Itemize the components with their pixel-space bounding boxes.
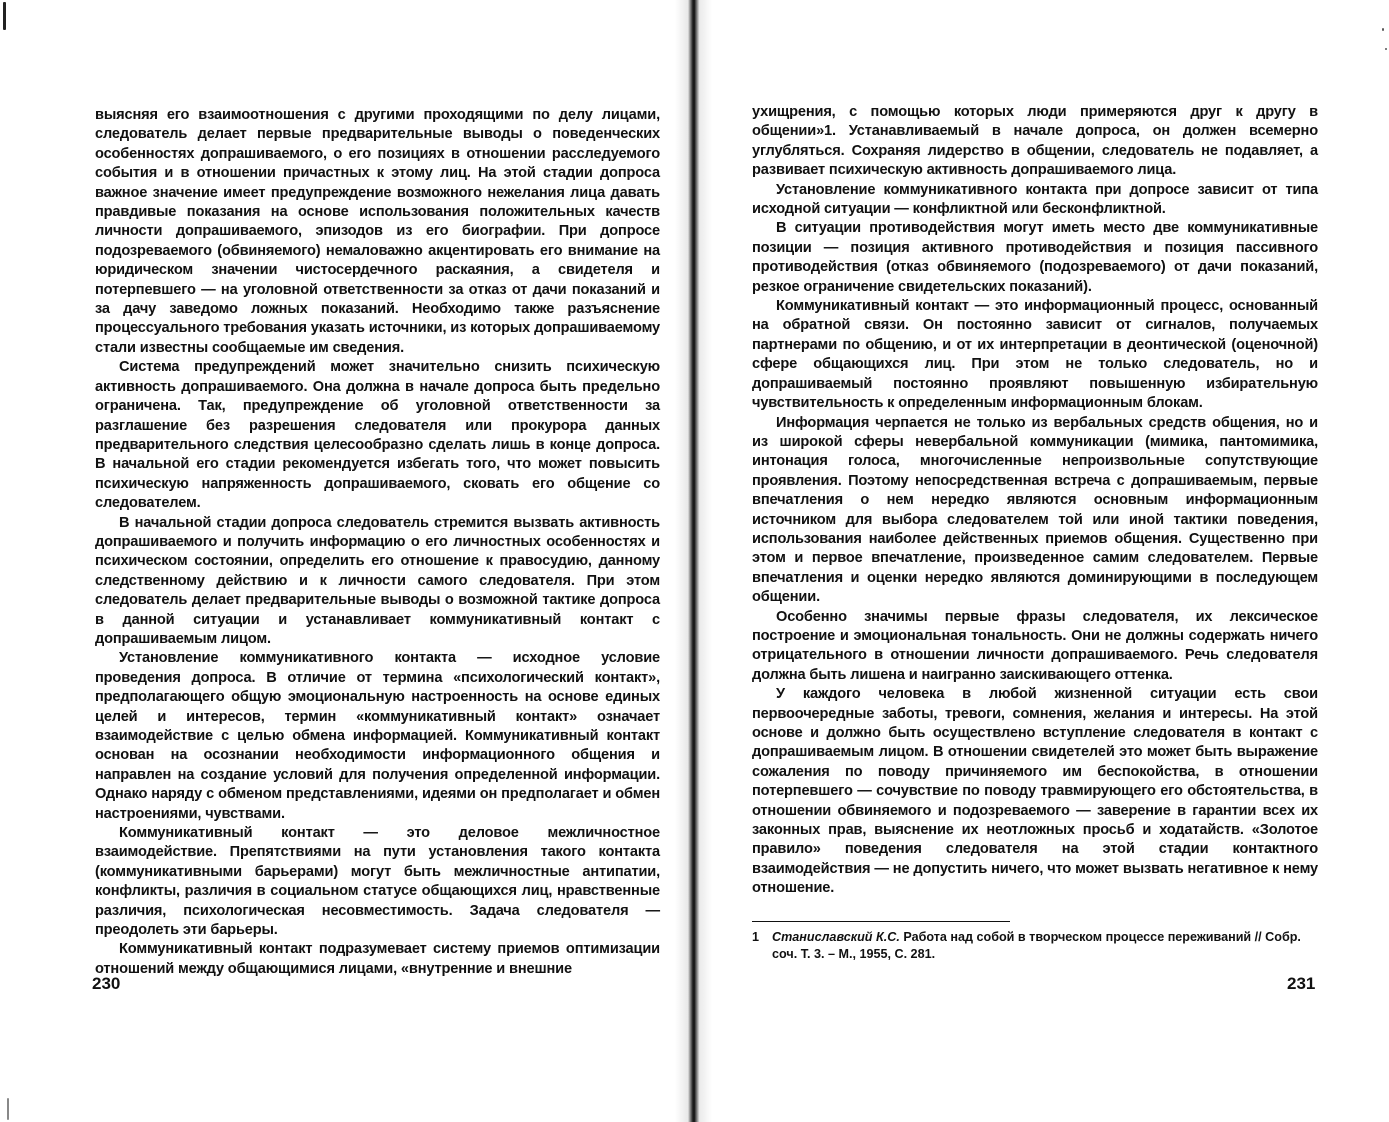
paragraph: Установление коммуникативного контакта — исходное условие проведения допроса. В отличие от термина «психологический контакт», предполагающего общую эмоциональную настроенность на основе единых целей и интересов, термин «коммуникативный контакт» означает взаимодействие с целью обмена информацией. Коммуникативный контакт основан на осознании необходимости информационного общения и направлен на создание условий для получения определенной информации. Однако наряду с обменом представлениями, идеями он предполагает и обмен настроениями, чувствами. <box>95 650 660 822</box>
page-number: 230 <box>92 974 121 993</box>
paragraph: В ситуации противодействия могут иметь место две коммуникативные позиции — позиция активного противодействия и позиция пассивного противодействия (отказ обвиняемого (подозреваемого) от дачи показаний, резкое ограничение свидетельских показаний). <box>752 220 1318 295</box>
paragraph: Информация черпается не только из вербальных средств общения, но и из широкой сферы невербальной коммуникации (мимика, пантомимика, интонация голоса, многочисленные непроизвольные сопутствующие проявления. Поэтому непосредственная встреча с допрашиваемым, первые впечатления о нем нередко являются основным информационным источником для выбора следователем той или иной тактики поведения, использования наиболее действенных приемов общения. Существенно при этом и первое впечатление, произведенное самим следователем. Первые впечатления и оценки нередко являются доминирующими в последующем общении. <box>752 414 1318 606</box>
left-page <box>0 0 675 1122</box>
footnote-number: 1 <box>752 930 760 944</box>
scan-speck <box>1385 48 1387 50</box>
paragraph: Установление коммуникативного контакта при допросе зависит от типа исходной ситуации — конфликтной или бесконфликтной. <box>752 181 1318 218</box>
paragraph: выясняя его взаимоотношения с другими проходящими по делу лицами, следователь делает первые предварительные выводы о поведенческих особенностях допрашиваемого, о его позициях в отношении расследуемого события и в отношении причастных к этому лиц. На этой стадии допроса важное значение имеет предупреждение возможного нежелания лица давать правдивые показания на основе использования положительных качеств личности допрашиваемого, эпизодов из его биографии. При допросе подозреваемого (обвиняемого) немаловажно акцентировать его внимание на юридическом значении чистосердечного раскаяния, а свидетеля и потерпевшего — на уголовной ответственности за отказ от дачи показаний и за дачу заведомо ложных показаний. Необходимо также разъяснение процессуального требования указать источники, из которых допрашиваемому стали известны сообщаемые им сведения. <box>95 107 660 356</box>
right-page-body <box>752 103 1318 899</box>
footnote-text-wrap <box>772 929 1318 963</box>
paragraph: ухищрения, с помощью которых люди примеряются друг к другу в общении»1. Устанавливаемый в начале допроса, он должен всемерно углубляться. Сохраняя лидерство в общении, следователь не подавляет, а развивает психическую активность допрашиваемого лица. <box>752 104 1318 179</box>
footnote <box>752 929 1318 963</box>
footnote-rule <box>752 921 1010 922</box>
right-page <box>712 0 1389 1122</box>
scan-speck <box>1382 28 1384 31</box>
paragraph: Коммуникативный контакт — это деловое межличностное взаимодействие. Препятствиями на пути установления такого контакта (коммуникативными барьерами) могут быть межличностные антипатии, конфликты, различия в социальном статусе общающихся лиц, нравственные различия, психологическая несовместимость. Задача следователя — преодолеть эти барьеры. <box>95 825 660 939</box>
left-page-body <box>95 106 660 979</box>
footnote-text: Работа над собой в творческом процессе переживаний // Собр. соч. Т. 3. – М., 1955, С. 281. <box>772 930 1301 961</box>
paragraph: Особенно значимы первые фразы следователя, их лексическое построение и эмоциональная тональность. Они не должны содержать ничего отрицательного в отношении личности допрашиваемого. Речь следователя должна быть лишена и наигранно заискивающего оттенка. <box>752 608 1318 683</box>
paragraph: У каждого человека в любой жизненной ситуации есть свои первоочередные заботы, тревоги, сомнения, желания и интересы. На этой основе и должно быть осуществлено вступление следователя в контакт с допрашиваемым лицом. В отношении свидетелей это может быть выражение сожаления по поводу причиняемого им беспокойства, в отношении потерпевшего — сочувствие по поводу травмирующего его обстоятельства, в отношении обвиняемого и подозреваемого — заверение в гарантии всех их законных прав, выяснение их неотложных просьб и ходатайств. «Золотое правило» поведения следователя на этой стадии контактного взаимодействия — не допустить ничего, что может вызвать негативное к нему отношение. <box>752 686 1318 897</box>
scan-speck <box>3 2 6 30</box>
book-spine-shadow <box>675 0 712 1122</box>
paragraph: Система предупреждений может значительно снизить психическую активность допрашиваемого. Она должна в начале допроса быть предельно ограничена. Так, предупреждение об уголовной ответственности за разглашение без разрешения следователя или прокурора данных предварительного следствия целесообразно сделать лишь в конце допроса. В начальной его стадии рекомендуется избегать того, что может повысить психическую напряженность допрашиваемого, сковать его общение со следователем. <box>95 359 660 512</box>
scan-speck <box>7 1098 9 1120</box>
paragraph: Коммуникативный контакт — это информационный процесс, основанный на обратной связи. Он постоянно зависит от сигналов, получаемых партнерами по общению, и от их интерпретации в деонтической (оценочной) сфере общающихся лиц. При этом не только следователь, но и допрашиваемый постоянно проявляют повышенную избирательную чувствительность к определенным информационным блокам. <box>752 298 1318 412</box>
paragraph: В начальной стадии допроса следователь стремится вызвать активность допрашиваемого и получить информацию о его личностных особенностях и психическом состоянии, определить его отношение к правосудию, данному следственному действию и к личности самого следователя. При этом следователь делает предварительные выводы о возможной тактике допроса в данной ситуации и устанавливает коммуникативный контакт с допрашиваемым лицом. <box>95 514 660 647</box>
footnote-author: Станиславский К.С. <box>772 930 900 944</box>
page-number: 231 <box>1287 974 1316 993</box>
paragraph: Коммуникативный контакт подразумевает систему приемов оптимизации отношений между общающимися лицами, «внутренние и внешние <box>95 941 660 977</box>
